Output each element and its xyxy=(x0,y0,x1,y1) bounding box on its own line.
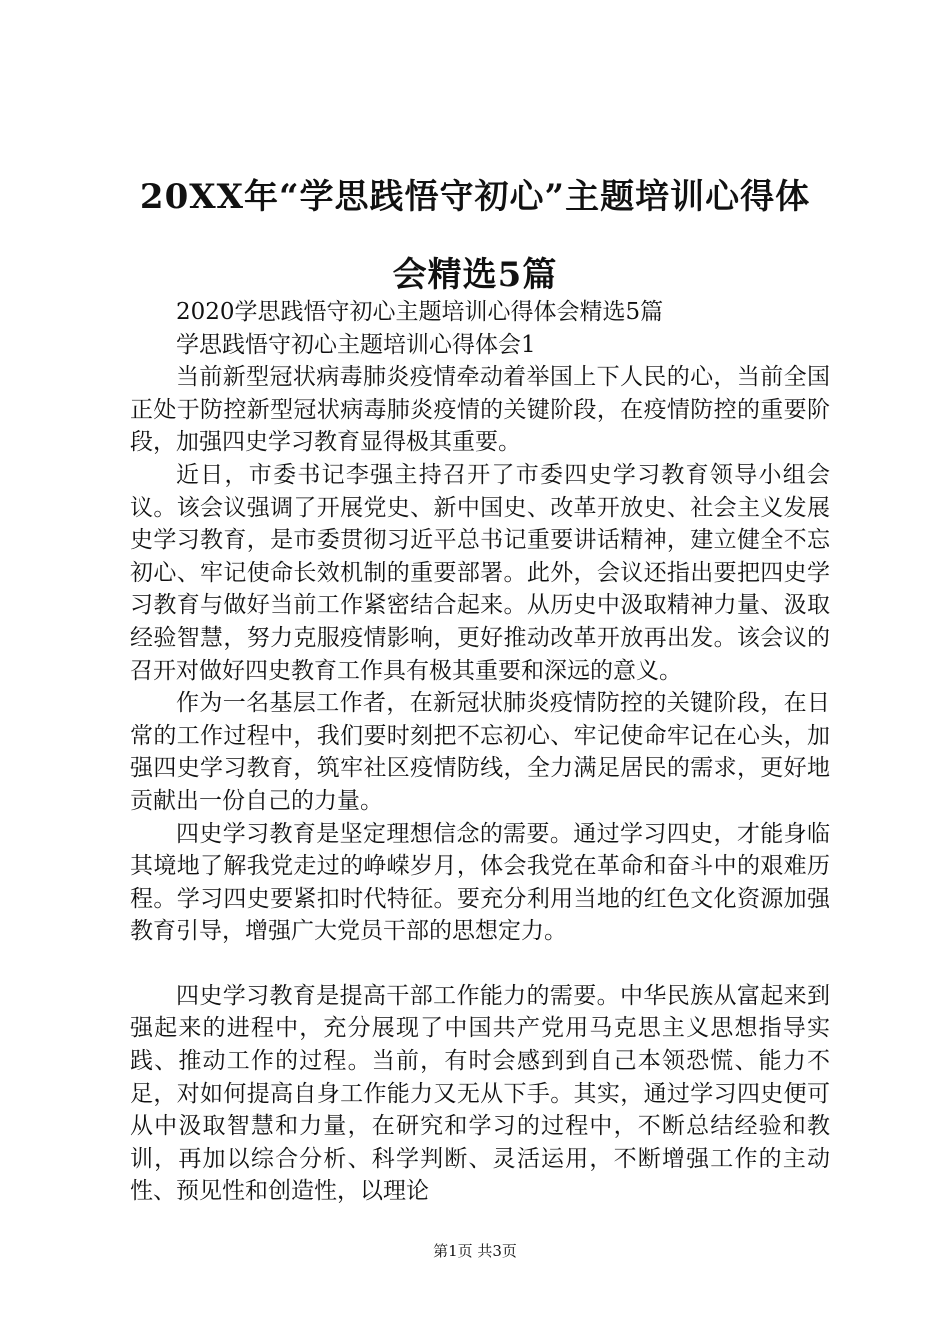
body-paragraph: 近日，市委书记李强主持召开了市委四史学习教育领导小组会议。该会议强调了开展党史、新中国史、改革开放史、社会主义发展史学习教育，是市委贯彻习近平总书记重要讲话精神，建立健全不忘初心、牢记使命长效机制的重要部署。此外，会议还指出要把四史学习教育与做好当前工作紧密结合起来。从历史中汲取精神力量、汲取经验智慧，努力克服疫情影响，更好推动改革开放再出发。该会议的召开对做好四史教育工作具有极其重要和深远的意义。 xyxy=(130,461,830,684)
body-paragraph: 四史学习教育是坚定理想信念的需要。通过学习四史，才能身临其境地了解我党走过的峥嵘岁月，体会我党在革命和奋斗中的艰难历程。学习四史要紧扣时代特征。要充分利用当地的红色文化资源加强教育引导，增强广大党员干部的思想定力。 xyxy=(130,820,830,945)
body-paragraph: 作为一名基层工作者，在新冠状肺炎疫情防控的关键阶段，在日常的工作过程中，我们要时刻把不忘初心、牢记使命牢记在心头，加强四史学习教育，筑牢社区疫情防线，全力满足居民的需求，更好地贡献出一份自己的力量。 xyxy=(130,690,830,814)
document-title-line-2: 会精选5篇 xyxy=(392,255,558,295)
document-title xyxy=(100,158,850,314)
document-title-line-1: 20XX年“学思践悟守初心”主题培训心得体 xyxy=(139,177,811,217)
body-paragraph: 四史学习教育是提高干部工作能力的需要。中华民族从富起来到强起来的进程中，充分展现了中国共产党用马克思主义思想指导实践、推动工作的过程。当前，有时会感到到自己本领恐慌、能力不足，对如何提高自身工作能力又无从下手。其实，通过学习四史便可从中汲取智慧和力量，在研究和学习的过程中，不断总结经验和教训，再加以综合分析、科学判断、灵活运用，不断增强工作的主动性、预见性和创造性，以理论 xyxy=(130,982,830,1205)
body-paragraph: 当前新型冠状病毒肺炎疫情牵动着举国上下人民的心，当前全国正处于防控新型冠状病毒肺炎疫情的关键阶段，在疫情防控的重要阶段，加强四史学习教育显得极其重要。 xyxy=(130,364,830,456)
document-body xyxy=(130,296,830,1208)
page-number-footer: 第1页 共3页 xyxy=(433,1242,517,1260)
section-heading-paragraph: 学思践悟守初心主题培训心得体会1 xyxy=(176,331,536,358)
subtitle-paragraph: 2020学思践悟守初心主题培训心得体会精选5篇 xyxy=(176,299,664,325)
